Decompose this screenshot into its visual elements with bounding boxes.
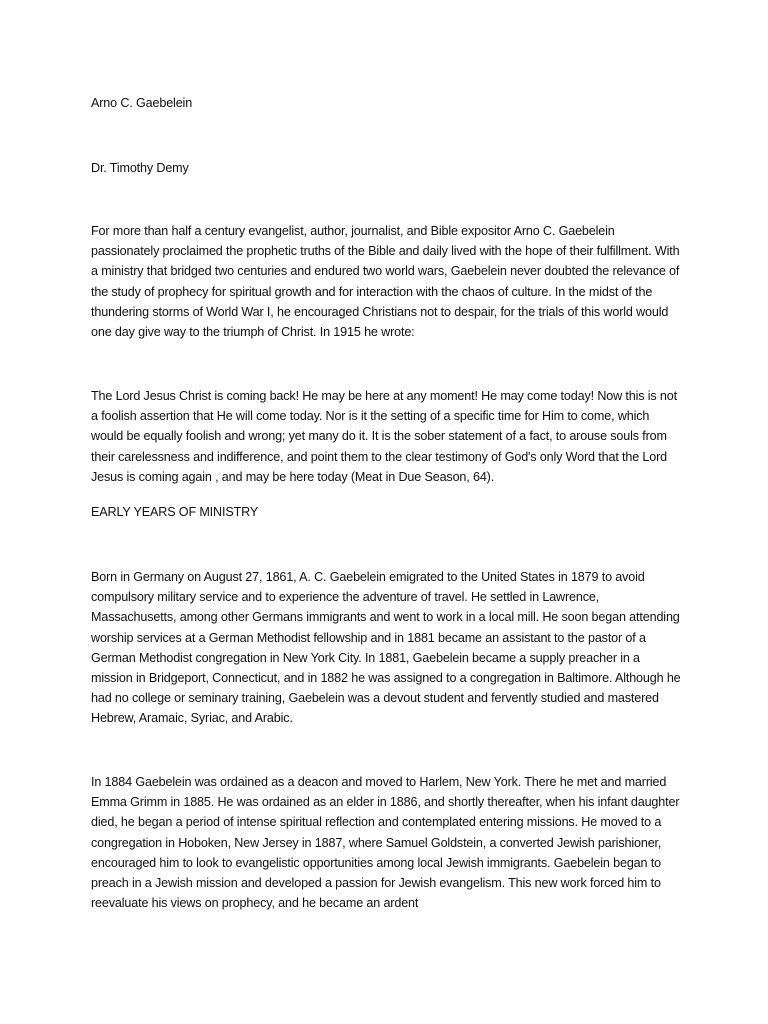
author-byline: Dr. Timothy Demy bbox=[91, 161, 189, 175]
harlem-paragraph: In 1884 Gaebelein was ordained as a deacon and moved to Harlem, New York. There he met and married Emma Grimm in 1885. He was ordained as an elder in 1886, and shortly thereafter, when his infant daughter died, he began a period of intense spiritual reflection and contemplated entering missions. He moved to a congregation in Hoboken, New Jersey in 1887, where Samuel Goldstein, a converted Jewish parishioner, encouraged him to look to evangelistic opportunities among local Jewish immigrants. Gaebelein began to preach in a Jewish mission and developed a passion for Jewish evangelism. This new work forced him to reevaluate his views on prophecy, and he became an ardent bbox=[91, 775, 680, 911]
document-title: Arno C. Gaebelein bbox=[91, 96, 193, 110]
quote-paragraph: The Lord Jesus Christ is coming back! He may be here at any moment! He may come today! Now this is not a foolish assertion that He will come today. Nor is it the setting of a specific time for Him to come, which would be equally foolish and wrong; yet many do it. It is the sober statement of a fact, to arouse souls from their carelessness and indifference, and point them to the clear testimony of God's only Word that the Lord Jesus is coming again , and may be here today (Meat in Due Season, 64). bbox=[91, 389, 677, 484]
intro-paragraph: For more than half a century evangelist, author, journalist, and Bible expositor Arno C. Gaebelein passionately proclaimed the prophetic truths of the Bible and daily lived with the hope of their fulfillment. With a ministry that bridged two centuries and endured two world wars, Gaebelein never doubted the relevance of the study of prophecy for spiritual growth and for interaction with the chaos of culture. In the midst of the thundering storms of World War I, he encouraged Christians not to despair, for the trials of this world would one day give way to the triumph of Christ. In 1915 he wrote: bbox=[91, 224, 680, 340]
section-heading: EARLY YEARS OF MINISTRY bbox=[91, 505, 259, 519]
early-years-paragraph: Born in Germany on August 27, 1861, A. C. Gaebelein emigrated to the United States in 1879 to avoid compulsory military service and to experience the adventure of travel. He settled in Lawrence, Massachusetts, among other Germans immigrants and went to work in a local mill. He soon began attending worship services at a German Methodist fellowship and in 1881 became an assistant to the pastor of a German Methodist congregation in New York City. In 1881, Gaebelein became a supply preacher in a mission in Bridgeport, Connecticut, and in 1882 he was assigned to a congregation in Baltimore. Although he had no college or seminary training, Gaebelein was a devout student and fervently studied and mastered Hebrew, Aramaic, Syriac, and Arabic. bbox=[91, 570, 681, 726]
